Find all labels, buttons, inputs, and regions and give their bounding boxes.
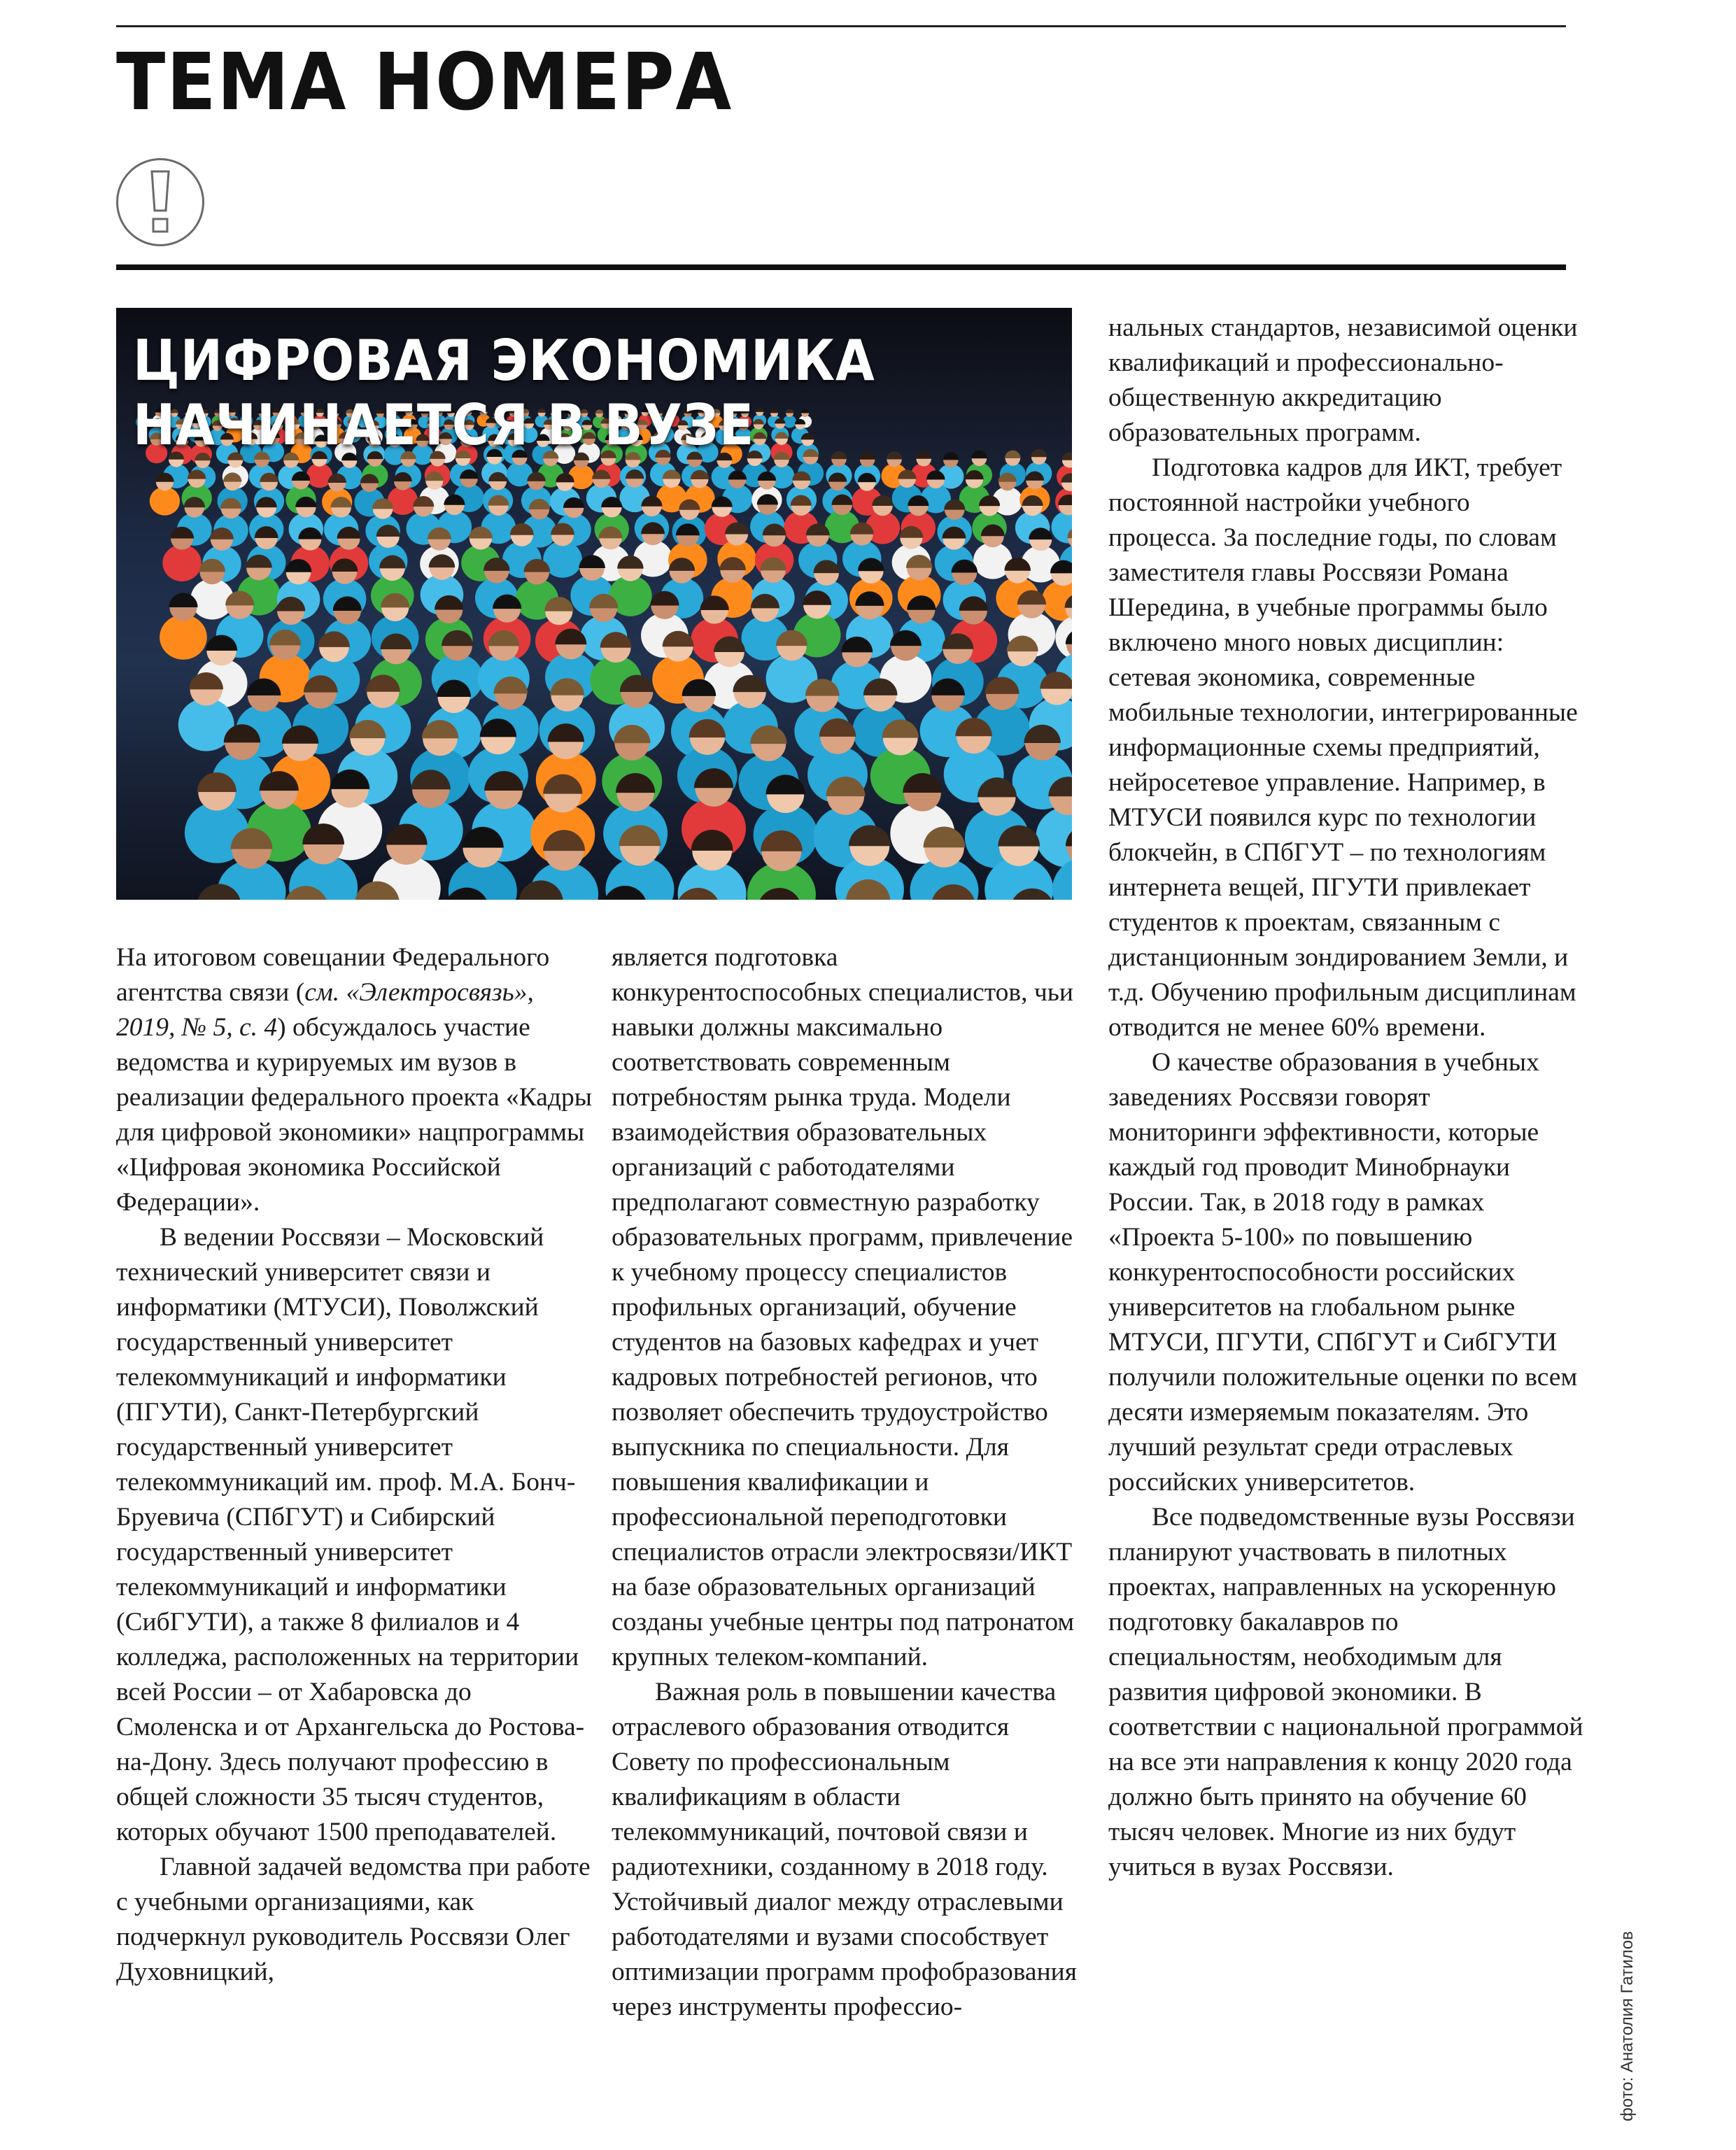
top-rule bbox=[116, 25, 1566, 27]
paragraph: В ведении Россвязи – Московский технический университет связи и информатики (МТУСИ), Поволжский государственный университет телекоммуникаций и информатики (ПГУТИ), Санкт-Петербургский государственный университет телекоммуникаций им. проф. М.А. Бонч-Бруевича (СПбГУТ) и Сибирский государственный университет телекоммуникаций и информатики (СибГУТИ), а также 8 филиалов и 4 колледжа, расположенных на территории всей России – от Хабаровска до Смоленска и от Архангельска до Ростова-на-Дону. Здесь получают профессию в общей сложности 35 тысяч студентов, которых обучают 1500 преподавателей. bbox=[116, 1223, 585, 1846]
paragraph: Все подведомственные вузы Россвязи планируют участвовать в пилотных проектах, направленных на ускоренную подготовку бакалавров по специальностям, необходимым для развития цифровой экономики. В соответствии с национальной программой на все эти направления к концу 2020 года должно быть принято на обучение 60 тысяч человек. Многие из них будут учиться в вузах Россвязи. bbox=[1108, 1503, 1583, 1881]
article-headline bbox=[133, 329, 875, 458]
exclamation-circle-icon bbox=[116, 158, 204, 246]
paragraph: Главной задачей ведомства при работе с учебными организациями, как подчеркнул руководитель Россвязи Олег Духовницкий, bbox=[116, 1853, 591, 1986]
section-title: ТЕМА НОМЕРА bbox=[116, 37, 733, 128]
headline-line-1: ЦИФРОВАЯ ЭКОНОМИКА bbox=[133, 328, 875, 393]
article-column-3 bbox=[1108, 311, 1584, 1885]
paragraph: Подготовка кадров для ИКТ, требует постоянной настройки учебного процесса. За последние годы, по словам заместителя главы Россвязи Романа Шередина, в учебные программы было включено много новых дисциплин: сетевая экономика, современные мобильные технологии, интегрированные информационные схемы предприятий, нейросетевое управление. Например, в МТУСИ появился курс по технологии блокчейн, в СПбГУТ – по технологиям интернета вещей, ПГУТИ привлекает студентов к проектам, связанным с дистанционным зондированием Земли, и т.д. Обучению профильным дисциплинам отводится не менее 60% времени. bbox=[1108, 453, 1578, 1042]
reference-citation: см. «Электросвязь», 2019, № 5, с. 4 bbox=[116, 978, 534, 1042]
article-column-1 bbox=[116, 940, 592, 1990]
photo-credit: фото: Анатолия Гатилов bbox=[1618, 1931, 1637, 2121]
paragraph: О качестве образования в учебных заведениях Россвязи говорят мониторинги эффективности, которые каждый год проводит Минобрнауки России. Так, в 2018 году в рамках «Проекта 5-100» по повышению конкурентоспособности российских университетов на глобальном рынке МТУСИ, ПГУТИ, СПбГУТ и СибГУТИ получили положительные оценки по всем десяти измеряемым показателям. Это лучший результат среди отраслевых российских университетов. bbox=[1108, 1048, 1578, 1497]
article-column-2 bbox=[612, 940, 1087, 2025]
paragraph: является подготовка конкурентоспособных специалистов, чьи навыки должны максимально соответствовать современным потребностям рынка труда. Модели взаимодействия образовательных организаций с работодателями предполагают совместную разработку образовательных программ, привлечение к учебному процессу специалистов профильных организаций, обучение студентов на базовых кафедрах и учет кадровых потребностей регионов, что позволяет обеспечить трудоустройство выпускника по специальности. Для повышения квалификации и профессиональной переподготовки специалистов отрасли электросвязи/ИКТ на базе образовательных организаций созданы учебные центры под патронатом крупных телеком-компаний. bbox=[612, 943, 1075, 1671]
paragraph: На итоговом совещании Федерального агентства связи (см. «Электросвязь», 2019, № 5, с. 4) обсуждалось участие ведомства и курируемых им вузов в реализации федерального проекта «Кадры для цифровой экономики» нацпрограммы «Цифровая экономика Российской Федерации». bbox=[116, 943, 592, 1217]
headline-line-2: НАЧИНАЕТСЯ В ВУЗЕ bbox=[133, 392, 755, 458]
section-divider bbox=[116, 264, 1566, 270]
paragraph: нальных стандартов, независимой оценки квалификаций и профессионально-общественную аккредитацию образовательных программ. bbox=[1108, 313, 1578, 447]
paragraph: Важная роль в повышении качества отраслевого образования отводится Совету по профессиональным квалификациям в области телекоммуникаций, почтовой связи и радиотехники, созданному в 2018 году. Устойчивый диалог между отраслевыми работодателями и вузами способствует оптимизации программ профобразования через инструменты профессио- bbox=[612, 1678, 1077, 2021]
auditorium-photo bbox=[116, 308, 1072, 900]
